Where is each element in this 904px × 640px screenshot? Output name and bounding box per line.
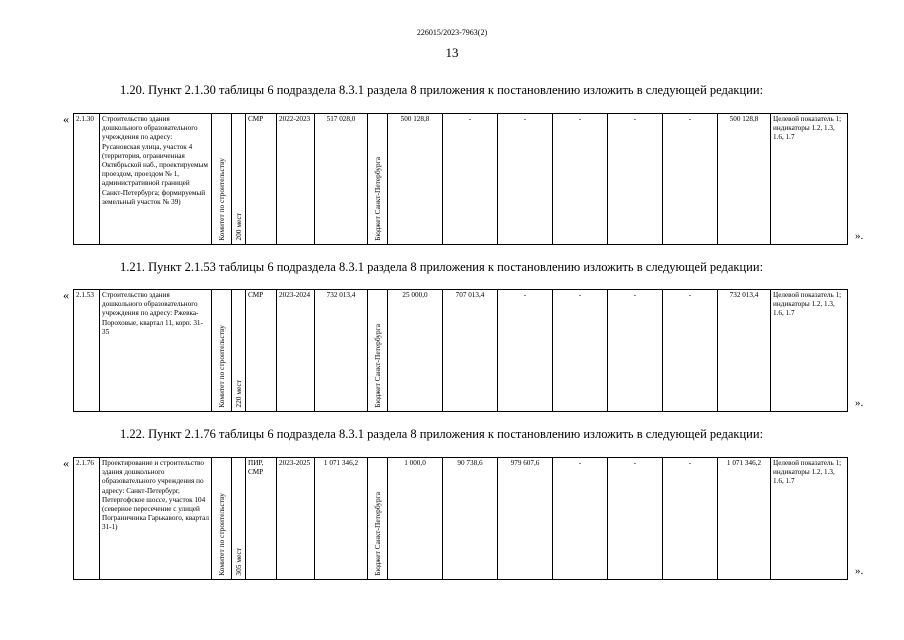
- capacity-cell: [232, 458, 246, 580]
- table-row: [74, 114, 848, 245]
- capacity-cell-text: 305 мест: [233, 548, 243, 576]
- total-cost-cell: 732 013,4: [315, 290, 368, 412]
- capacity-cell-text: 220 мест: [233, 380, 243, 408]
- amount-cell: 25 000,0: [388, 290, 443, 412]
- total-cost-cell: 1 071 346,2: [315, 458, 368, 580]
- amount-cell: -: [663, 458, 718, 580]
- customer-cell-text: Комитет по строительству: [216, 493, 226, 576]
- table-row: [74, 290, 848, 412]
- funding-source-cell: [368, 114, 388, 245]
- amount-cell: 500 128,8: [718, 114, 771, 245]
- program-table: [73, 289, 848, 412]
- amount-cell: 979 607,6: [498, 458, 553, 580]
- work-type-cell: СМР: [246, 114, 277, 245]
- program-table: [73, 457, 848, 580]
- amount-cell: -: [498, 114, 553, 245]
- close-quote: ».: [855, 565, 864, 577]
- description-cell: Строительство здания дошкольного образовательного учреждения по адресу: Ржевка-Пороховые, квартал 11, корп. 31-35: [100, 290, 212, 412]
- section-heading: 1.22. Пункт 2.1.76 таблицы 6 подраздела 8.3.1 раздела 8 приложения к постановлению изложить в следующей редакции:: [120, 427, 764, 441]
- open-quote: «: [63, 456, 69, 470]
- amount-cell: -: [553, 458, 608, 580]
- years-cell: 2023-2025: [277, 458, 315, 580]
- amount-cell: -: [608, 290, 663, 412]
- customer-cell: [212, 458, 232, 580]
- amount-cell: 707 013,4: [443, 290, 498, 412]
- amount-cell: -: [608, 458, 663, 580]
- work-type-cell: СМР: [246, 290, 277, 412]
- amount-cell: -: [663, 290, 718, 412]
- funding-source-cell-text: Бюджет Санкт-Петербурга: [372, 492, 382, 576]
- close-quote: ».: [855, 397, 864, 409]
- open-quote: «: [63, 288, 69, 302]
- customer-cell: [212, 290, 232, 412]
- description-cell: Строительство здания дошкольного образовательного учреждения по адресу: Русановская улица, участок 4 (территория, ограниченная Октябрьской наб., проектируемым проездом, проездом № 1, административной границей Санкт-Петербурга; формируемый земельный участок № 39): [100, 114, 212, 245]
- amount-cell: -: [498, 290, 553, 412]
- item-code-cell: 2.1.53: [74, 290, 100, 412]
- section-heading: 1.20. Пункт 2.1.30 таблицы 6 подраздела 8.3.1 раздела 8 приложения к постановлению изложить в следующей редакции:: [120, 83, 764, 97]
- amount-cell: -: [553, 114, 608, 245]
- amount-cell: 1 000,0: [388, 458, 443, 580]
- amount-cell: -: [443, 114, 498, 245]
- page-number: 13: [445, 45, 459, 60]
- funding-source-cell-text: Бюджет Санкт-Петербурга: [372, 324, 382, 408]
- program-table: [73, 113, 848, 245]
- amount-cell: 1 071 346,2: [718, 458, 771, 580]
- section-heading: 1.21. Пункт 2.1.53 таблицы 6 подраздела 8.3.1 раздела 8 приложения к постановлению изложить в следующей редакции:: [120, 260, 764, 274]
- open-quote: «: [63, 112, 69, 126]
- item-code-cell: 2.1.76: [74, 458, 100, 580]
- item-code-cell: 2.1.30: [74, 114, 100, 245]
- amount-cell: -: [663, 114, 718, 245]
- capacity-cell: [232, 114, 246, 245]
- customer-cell: [212, 114, 232, 245]
- amount-cell: 90 738,6: [443, 458, 498, 580]
- customer-cell-text: Комитет по строительству: [216, 158, 226, 241]
- funding-source-cell-text: Бюджет Санкт-Петербурга: [372, 157, 382, 241]
- result-cell: Целевой показатель 1; индикаторы 1.2, 1.3, 1.6, 1.7: [771, 114, 848, 245]
- amount-cell: 732 013,4: [718, 290, 771, 412]
- years-cell: 2023-2024: [277, 290, 315, 412]
- amount-cell: 500 128,8: [388, 114, 443, 245]
- amount-cell: -: [553, 290, 608, 412]
- result-cell: Целевой показатель 1; индикаторы 1.2, 1.3, 1.6, 1.7: [771, 458, 848, 580]
- amount-cell: -: [608, 114, 663, 245]
- customer-cell-text: Комитет по строительству: [216, 325, 226, 408]
- capacity-cell-text: 200 мест: [233, 213, 243, 241]
- description-cell: Проектирование и строительство здания дошкольного образовательного учреждения по адресу: Санкт-Петербург, Петергофское шоссе, участок 104 (северное пересечение с улицей Пограничника Гарькавого, квартал 31-1): [100, 458, 212, 580]
- capacity-cell: [232, 290, 246, 412]
- work-type-cell: ПИР, СМР: [246, 458, 277, 580]
- total-cost-cell: 517 028,0: [315, 114, 368, 245]
- result-cell: Целевой показатель 1; индикаторы 1.2, 1.3, 1.6, 1.7: [771, 290, 848, 412]
- funding-source-cell: [368, 290, 388, 412]
- document-number: 226015/2023-7963(2): [416, 28, 488, 37]
- close-quote: ».: [855, 230, 864, 242]
- funding-source-cell: [368, 458, 388, 580]
- years-cell: 2022-2023: [277, 114, 315, 245]
- table-row: [74, 458, 848, 580]
